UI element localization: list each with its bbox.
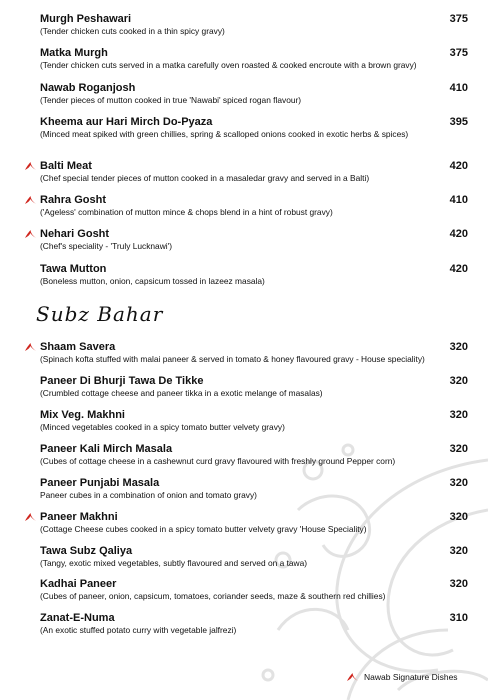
item-price: 320 (449, 409, 468, 421)
item-name: Tawa Subz Qaliya (40, 545, 133, 557)
signature-legend (364, 672, 458, 683)
menu-item (40, 577, 468, 602)
item-description: (An exotic stuffed potato curry with vegetable jalfrezi) (40, 625, 237, 635)
item-description: (Crumbled cottage cheese and paneer tikka in a exotic melange of masalas) (40, 388, 323, 398)
item-price: 410 (449, 194, 468, 206)
menu-item (40, 46, 468, 71)
menu-item (40, 227, 468, 252)
item-price: 320 (449, 341, 468, 353)
item-price: 375 (449, 47, 468, 59)
menu-item (40, 193, 468, 218)
item-name: Mix Veg. Makhni (40, 409, 125, 421)
menu-item (40, 510, 468, 535)
item-name: Rahra Gosht (40, 194, 107, 206)
item-price: 320 (449, 578, 468, 590)
item-name: Paneer Makhni (40, 511, 118, 523)
item-price: 320 (449, 375, 468, 387)
item-name: Paneer Kali Mirch Masala (40, 443, 173, 455)
menu-item (40, 611, 468, 636)
item-price: 420 (449, 160, 468, 172)
item-name: Zanat-E-Numa (40, 612, 115, 624)
item-name: Paneer Punjabi Masala (40, 477, 160, 489)
item-description: ('Ageless' combination of mutton mince & chops blend in a hint of robust gravy) (40, 207, 333, 217)
item-description: (Minced vegetables cooked in a spicy tomato butter velvety gravy) (40, 422, 285, 432)
item-description: (Chef special tender pieces of mutton cooked in a masaledar gravy and served in a Balti) (40, 173, 370, 183)
menu-item (40, 374, 468, 399)
item-name: Nehari Gosht (40, 228, 110, 240)
item-description: (Spinach kofta stuffed with malai paneer & served in tomato & honey flavoured gravy - House speciality) (40, 354, 425, 364)
signature-dish-icon (346, 672, 359, 682)
item-description: (Tangy, exotic mixed vegetables, subtly flavoured and served on a tawa) (40, 558, 308, 568)
item-name: Kadhai Paneer (40, 578, 117, 590)
item-description: (Cubes of cottage cheese in a cashewnut curd gravy flavoured with freshly ground Pepper corn) (40, 456, 396, 466)
item-price: 320 (449, 511, 468, 523)
item-description: (Tender chicken cuts served in a matka carefully oven roasted & cooked encroute with a brown gravy) (40, 60, 417, 70)
menu-item (40, 81, 468, 106)
signature-dish-icon (24, 342, 37, 352)
menu-item (40, 340, 468, 365)
legend-text: Nawab Signature Dishes (364, 672, 458, 682)
item-name: Paneer Di Bhurji Tawa De Tikke (40, 375, 204, 387)
item-name: Kheema aur Hari Mirch Do-Pyaza (40, 116, 213, 128)
item-description: (Chef's speciality - 'Truly Lucknawi') (40, 241, 173, 251)
item-description: (Tender chicken cuts cooked in a thin spicy gravy) (40, 26, 225, 36)
item-price: 420 (449, 263, 468, 275)
item-name: Nawab Roganjosh (40, 82, 136, 94)
item-price: 310 (449, 612, 468, 624)
item-price: 420 (449, 228, 468, 240)
menu-item (40, 544, 468, 569)
menu-item (40, 12, 468, 37)
menu-item (40, 159, 468, 184)
item-description: (Cubes of paneer, onion, capsicum, tomatoes, coriander seeds, maze & southern red chillies) (40, 591, 386, 601)
item-price: 320 (449, 545, 468, 557)
item-description: Paneer cubes in a combination of onion and tomato gravy) (40, 490, 257, 500)
menu-item (40, 476, 468, 501)
item-name: Balti Meat (40, 160, 92, 172)
item-price: 320 (449, 477, 468, 489)
item-name: Murgh Peshawari (40, 13, 132, 25)
item-price: 410 (449, 82, 468, 94)
item-description: (Boneless mutton, onion, capsicum tossed in lazeez masala) (40, 276, 265, 286)
item-description: (Minced meat spiked with green chillies, spring & scalloped onions cooked in exotic herbs & spices) (40, 129, 409, 139)
menu-item (40, 442, 468, 467)
item-description: (Cottage Cheese cubes cooked in a spicy tomato butter velvety gravy 'House Speciality) (40, 524, 367, 534)
item-name: Matka Murgh (40, 47, 108, 59)
signature-dish-icon (24, 161, 37, 171)
item-price: 395 (449, 116, 468, 128)
item-price: 320 (449, 443, 468, 455)
section-title: Subz Bahar (36, 302, 164, 326)
item-description: (Tender pieces of mutton cooked in true 'Nawabi' spiced rogan flavour) (40, 95, 302, 105)
signature-dish-icon (24, 229, 37, 239)
signature-dish-icon (24, 512, 37, 522)
menu-item (40, 408, 468, 433)
menu-item (40, 262, 468, 287)
item-name: Shaam Savera (40, 341, 116, 353)
item-price: 375 (449, 13, 468, 25)
menu-item (40, 115, 468, 140)
item-name: Tawa Mutton (40, 263, 107, 275)
signature-dish-icon (24, 195, 37, 205)
